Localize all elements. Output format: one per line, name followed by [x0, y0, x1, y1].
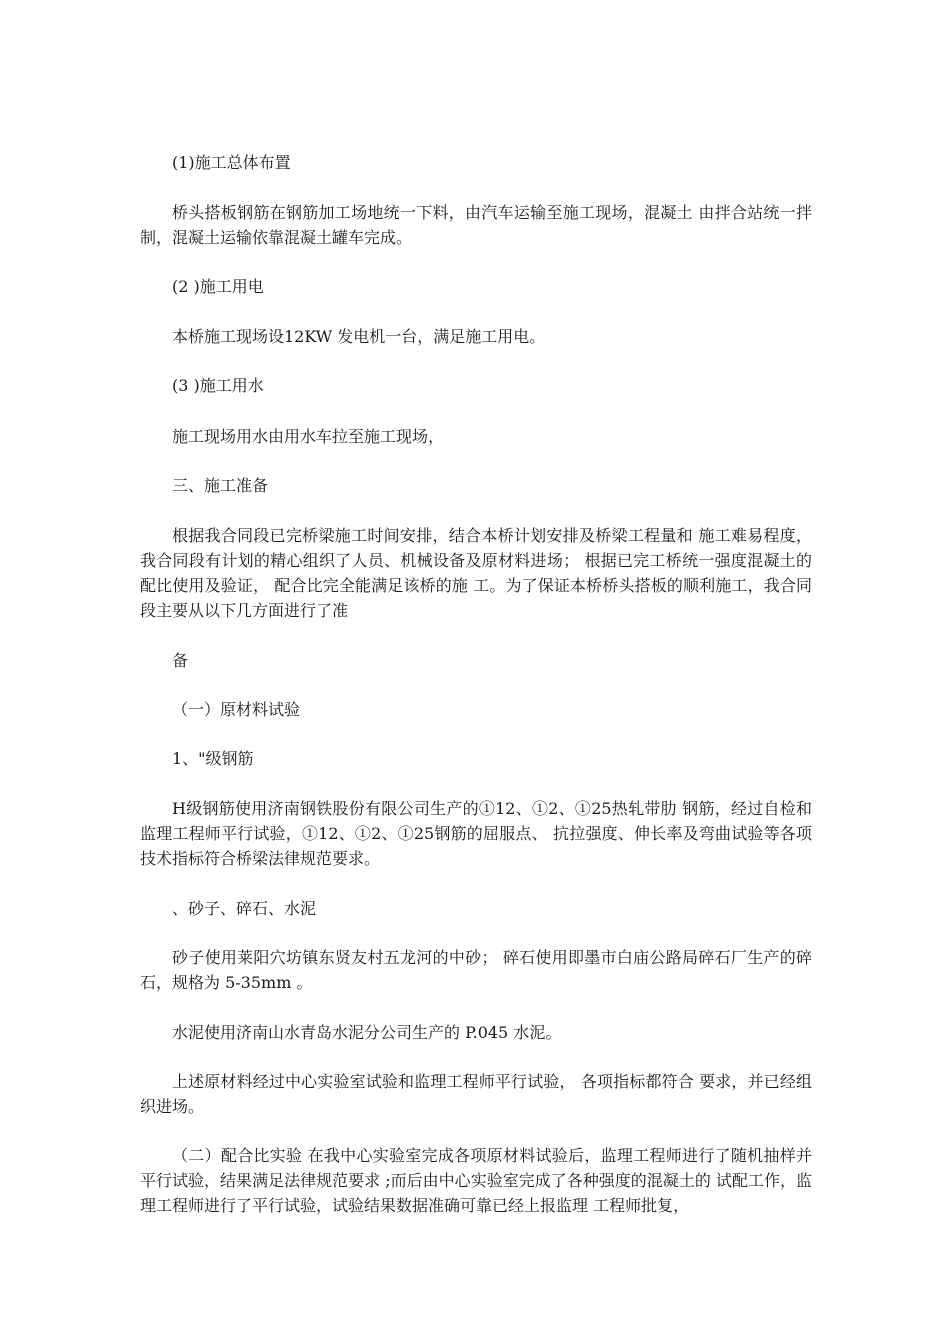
paragraph-layout-body: 桥头搭板钢筋在钢筋加工场地统一下料，由汽车运输至施工现场，混凝土 由拌合站统一拌制，混凝土运输依靠混凝土罐车完成。	[140, 203, 812, 247]
paragraph-mix-ratio-test: （二）配合比实验 在我中心实验室完成各项原材料试验后，监理工程师进行了随机抽样并 平行试验，结果满足法律规范要求 ;而后由中心实验室完成了各种强度的混凝土的 试配工作，监理工程师进行了平行试验，试验结果数据准确可靠已经上报监理 工程师批复，	[140, 1146, 812, 1215]
paragraph-preparation-body: 根据我合同段已完桥梁施工时间安排，结合本桥计划安排及桥梁工程量和 施工难易程度，我合同段有计划的精心组织了人员、机械设备及原材料进场； 根据已完工桥统一强度混凝土的配比使用及验证， 配合比完全能满足该桥的施 工。为了保证本桥桥头搭板的顺利施工，我合同段主要从以下几方面进行了准	[140, 526, 812, 620]
paragraph-rebar-body: H级钢筋使用济南钢铁股份有限公司生产的①12、①2、①25热轧带肋 钢筋，经过自检和监理工程师平行试验，①12、①2、①25钢筋的屈服点、 抗拉强度、伸长率及弯曲试验等各项技术指标符合桥梁法律规范要求。	[140, 799, 812, 868]
heading-power: (2 )施工用电	[172, 277, 264, 296]
heading-rebar: 1、"级钢筋	[172, 749, 254, 768]
subheading-raw-material-test: （一）原材料试验	[172, 700, 301, 719]
paragraph-power-body: 本桥施工现场设12KW 发电机一台，满足施工用电。	[172, 327, 546, 346]
section-heading-preparation: 三、施工准备	[172, 476, 269, 495]
heading-overall-layout: (1)施工总体布置	[172, 153, 291, 172]
paragraph-cement-body: 水泥使用济南山水青岛水泥分公司生产的 P.045 水泥。	[172, 1023, 562, 1042]
heading-sand-gravel-cement: 、砂子、碎石、水泥	[172, 899, 317, 918]
paragraph-water-body: 施工现场用水由用水车拉至施工现场，	[172, 427, 445, 446]
paragraph-preparation-continued: 备	[172, 651, 189, 670]
paragraph-sand-gravel-body: 砂子使用莱阳穴坊镇东贤友村五龙河的中砂； 碎石使用即墨市白庙公路局碎石厂生产的碎石，规格为 5-35mm 。	[140, 948, 812, 992]
paragraph-materials-summary: 上述原材料经过中心实验室试验和监理工程师平行试验， 各项指标都符合 要求，并已经组织进场。	[140, 1072, 812, 1116]
heading-water: (3 )施工用水	[172, 376, 264, 395]
